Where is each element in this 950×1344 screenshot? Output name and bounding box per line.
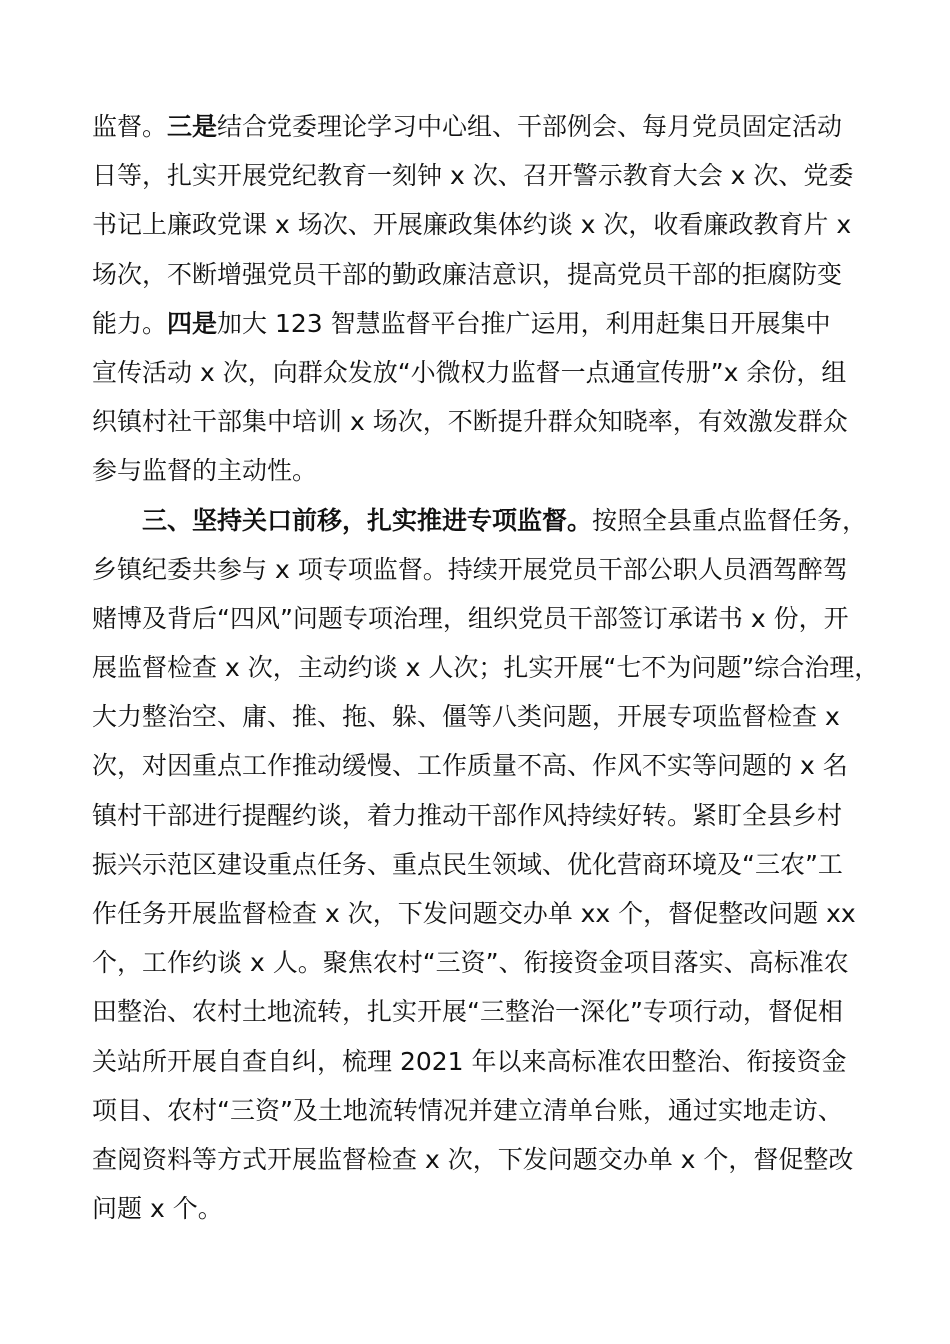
- bold-marker: 四是: [167, 308, 218, 338]
- text-line: 日等，扎实开展党纪教育一刻钟 x 次、召开警示教育大会 x 次、党委: [92, 161, 854, 191]
- text-line: 参与监督的主动性。: [92, 456, 318, 486]
- text-span: 按照全县重点监督任务，: [592, 505, 868, 535]
- text-line: 乡镇纪委共参与 x 项专项监督。持续开展党员干部公职人员酒驾醉驾: [92, 554, 848, 584]
- text-line: 展监督检查 x 次，主动约谈 x 人次；扎实开展“七不为问题”综合治理，: [92, 653, 880, 683]
- text-line: 问题 x 个。: [92, 1194, 223, 1224]
- text-line: 田整治、农村土地流转，扎实开展“三整治一深化”专项行动，督促相: [92, 997, 843, 1027]
- bold-marker: 三是: [167, 112, 218, 141]
- text-line: [92, 496, 882, 545]
- section-heading: 三、坚持关口前移，扎实推进专项监督。: [142, 505, 593, 535]
- text-span: 监督。: [92, 112, 168, 141]
- text-line: 场次，不断增强党员干部的勤政廉洁意识，提高党员干部的拒腐防变: [92, 259, 843, 289]
- paragraph-special-supervision: [92, 496, 882, 1234]
- text-line: 赌博及背后“四风”问题专项治理，组织党员干部签订承诺书 x 份，开: [92, 603, 849, 633]
- text-line: 宣传活动 x 次，向群众发放“小微权力监督一点通宣传册”x 余份，组: [92, 357, 847, 387]
- text-line: 次，对因重点工作推动缓慢、工作质量不高、作风不实等问题的 x 名: [92, 751, 848, 781]
- text-line: 织镇村社干部集中培训 x 场次，不断提升群众知晓率，有效激发群众: [92, 407, 848, 437]
- text-line: 个，工作约谈 x 人。聚焦农村“三资”、衔接资金项目落实、高标准农: [92, 948, 849, 978]
- text-line: 镇村干部进行提醒约谈，着力推动干部作风持续好转。紧盯全县乡村: [92, 800, 843, 830]
- text-line: 查阅资料等方式开展监督检查 x 次，下发问题交办单 x 个，督促整改: [92, 1144, 854, 1174]
- text-span: 结合党委理论学习中心组、干部例会、每月党员固定活动: [217, 112, 843, 141]
- text-line: 振兴示范区建设重点任务、重点民生领域、优化营商环境及“三农”工: [92, 849, 843, 879]
- paragraph-supervision-education: [92, 102, 882, 496]
- text-line: [92, 102, 882, 151]
- text-line: 关站所开展自查自纠，梳理 2021 年以来高标准农田整治、衔接资金: [92, 1046, 847, 1076]
- text-line: 项目、农村“三资”及土地流转情况并建立清单台账，通过实地走访、: [92, 1095, 843, 1125]
- document-page: [92, 102, 882, 1233]
- text-line: 作任务开展监督检查 x 次，下发问题交办单 xx 个，督促整改问题 xx: [92, 899, 856, 928]
- text-span: 能力。: [92, 308, 168, 338]
- text-span: 加大 123 智慧监督平台推广运用，利用赶集日开展集中: [217, 308, 831, 338]
- text-line: 大力整治空、庸、推、拖、躲、僵等八类问题，开展专项监督检查 x: [92, 702, 840, 732]
- text-line: 书记上廉政党课 x 场次、开展廉政集体约谈 x 次，收看廉政教育片 x: [92, 210, 852, 240]
- text-line: [92, 299, 882, 348]
